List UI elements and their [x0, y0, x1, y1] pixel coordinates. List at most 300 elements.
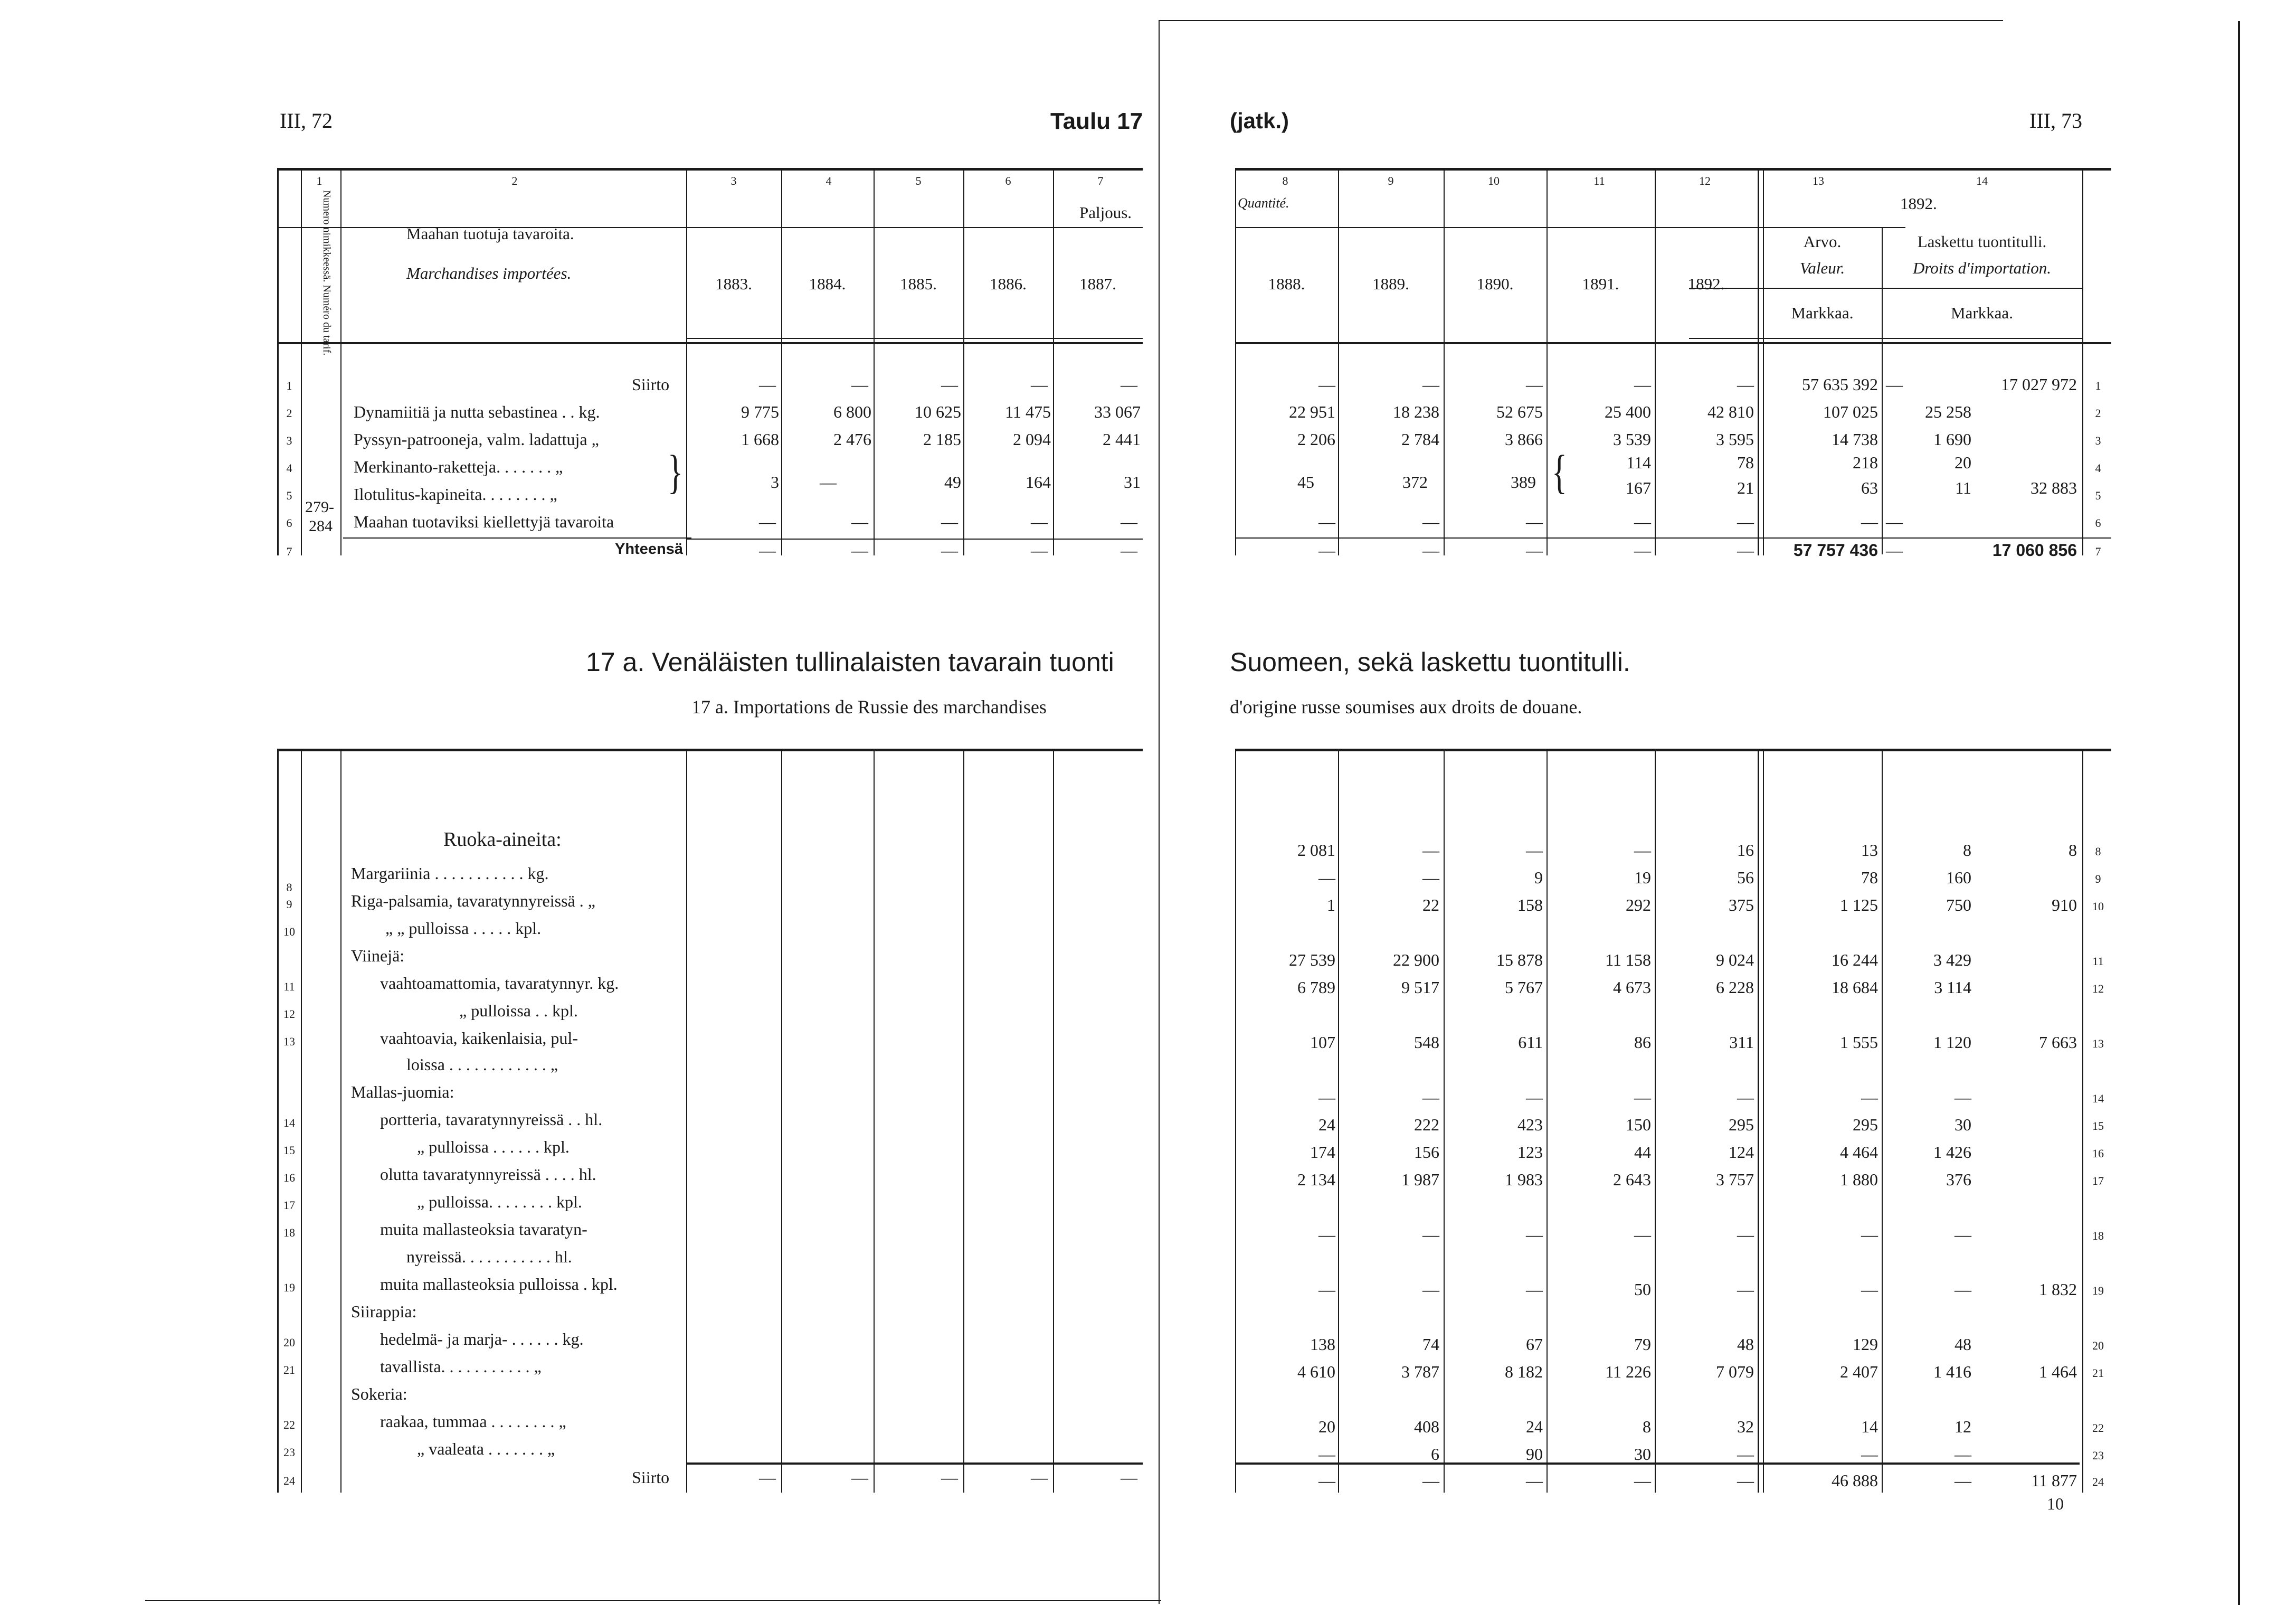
row-number: 5: [2095, 489, 2101, 502]
row-value: —: [1886, 375, 1903, 394]
row-number: 3: [286, 434, 292, 447]
row-value: —: [1861, 1088, 1878, 1107]
row-number: 1: [286, 379, 292, 392]
row-value: —: [1886, 512, 1903, 531]
row-label: Viinejä:: [351, 946, 405, 965]
braced-value: 45: [1297, 473, 1314, 492]
row-value: 22 900: [1393, 950, 1439, 969]
row-number: 24: [283, 1474, 295, 1487]
year-header: 1886.: [990, 275, 1027, 293]
row-value: —: [1737, 1280, 1754, 1299]
row-value: 548: [1414, 1033, 1439, 1052]
section-title-right: Suomeen, sekä laskettu tuontitulli.: [1230, 647, 1630, 677]
spine: [1159, 20, 1160, 1604]
row-number: 9: [286, 898, 292, 911]
row-label: Siirto: [632, 375, 670, 394]
row-value: —: [1526, 512, 1543, 531]
row-value: 1 555: [1840, 1033, 1878, 1052]
row-value: —: [1422, 541, 1439, 560]
col-number: 4: [826, 174, 832, 187]
row-value: 1 690: [1933, 430, 1971, 449]
row-value: 4 673: [1613, 978, 1651, 997]
row-value: 18 684: [1832, 978, 1878, 997]
row-number: 19: [2092, 1284, 2104, 1297]
row-value: —: [1861, 1280, 1878, 1299]
row-value: 57 757 436: [1793, 541, 1878, 560]
row-number: 13: [283, 1035, 295, 1048]
row-value: —: [941, 541, 958, 560]
row-value: 44: [1634, 1143, 1651, 1162]
row-number: 8: [286, 881, 292, 894]
row-value: —: [1121, 512, 1137, 531]
row-number: 16: [283, 1171, 295, 1184]
col-number: 12: [1699, 174, 1711, 187]
brace: }: [668, 446, 683, 498]
row-value: —: [1737, 512, 1754, 531]
brace: {: [1552, 446, 1567, 498]
row-number: 2: [286, 407, 292, 420]
row-label: Dynamiitiä ja nutta sebastinea . . kg.: [354, 402, 600, 421]
row-value: —: [1955, 1225, 1971, 1244]
row-number: 15: [2092, 1119, 2104, 1133]
row-value: —: [1031, 375, 1048, 394]
row-value: 138: [1310, 1335, 1335, 1354]
row-value: 10 625: [915, 402, 961, 421]
row-value: 6 800: [833, 402, 871, 421]
row-label: Merkinanto-raketteja. . . . . . . „: [354, 457, 563, 476]
row-value: 56: [1737, 868, 1754, 887]
braced-value: 389: [1511, 473, 1536, 492]
row-value: 42 810: [1707, 402, 1754, 421]
row-number: 15: [283, 1144, 295, 1157]
row-value: —: [1318, 868, 1335, 887]
row-value: —: [759, 375, 776, 394]
row-label: muita mallasteoksia tavaratyn-: [380, 1220, 587, 1239]
row-value: 114: [1626, 453, 1651, 472]
year-header: 1883.: [715, 275, 752, 293]
row-label: Ilotulitus-kapineita. . . . . . . . „: [354, 485, 557, 504]
col-number: 5: [915, 174, 922, 187]
row-value: 22 951: [1289, 402, 1335, 421]
row-value: —: [1526, 1280, 1543, 1299]
year-header: 1885.: [900, 275, 937, 293]
row-value: 3 429: [1933, 950, 1971, 969]
row-number: 8: [2095, 845, 2101, 858]
row-value: 90: [1526, 1445, 1543, 1464]
row-value: 292: [1626, 895, 1651, 914]
row-value: 8: [1963, 841, 1971, 860]
row-number: 13: [2092, 1037, 2104, 1050]
row-value: 27 539: [1289, 950, 1335, 969]
row-value: 74: [1422, 1335, 1439, 1354]
section-title-left: 17 a. Venäläisten tullinalaisten tavarain tuonti: [586, 647, 1114, 677]
year-header: 1892.: [1687, 275, 1725, 293]
currency-label: Markkaa.: [1791, 304, 1854, 322]
row-value: 11 475: [1005, 402, 1051, 421]
row-value: —: [1422, 1471, 1439, 1490]
row-value: 2 407: [1840, 1362, 1878, 1381]
row-number: 11: [283, 980, 295, 993]
row-number: 23: [2092, 1449, 2104, 1462]
row-value: 376: [1946, 1170, 1971, 1189]
row-value: —: [1737, 541, 1754, 560]
row-value: 24: [1526, 1417, 1543, 1436]
col-number: 13: [1813, 174, 1824, 187]
row-value: 24: [1318, 1115, 1335, 1134]
row-value: 3 595: [1716, 430, 1754, 449]
row-value: 22: [1422, 895, 1439, 914]
duty-label: Laskettu tuontitulli.: [1917, 232, 2047, 251]
row-value: 2 643: [1613, 1170, 1651, 1189]
row-number: 17: [283, 1199, 295, 1212]
row-value: 12: [1955, 1417, 1971, 1436]
row-label: Siirto: [632, 1468, 670, 1487]
row-value: 2 476: [833, 430, 871, 449]
row-value: 9 517: [1401, 978, 1439, 997]
row-number: 2: [2095, 407, 2101, 420]
row-value: 910: [2052, 895, 2077, 914]
row-value: 9 775: [741, 402, 779, 421]
row-number: 10: [2092, 900, 2104, 913]
row-value: 25 400: [1605, 402, 1651, 421]
row-value: —: [1526, 375, 1543, 394]
row-value: —: [1318, 375, 1335, 394]
row-value: 1 464: [2039, 1362, 2077, 1381]
row-label: Riga-palsamia, tavaratynnyreissä . „: [351, 891, 595, 910]
row-value: 11: [1955, 478, 1971, 497]
year-header: 1890.: [1476, 275, 1514, 293]
year-header: 1889.: [1372, 275, 1409, 293]
row-value: 295: [1853, 1115, 1878, 1134]
row-value: —: [851, 541, 868, 560]
row-value: 32: [1737, 1417, 1754, 1436]
row-value: —: [1634, 1088, 1651, 1107]
row-value: 2 134: [1297, 1170, 1335, 1189]
row-value: 6 789: [1297, 978, 1335, 997]
row-value: 16 244: [1832, 950, 1878, 969]
col-number: 1: [316, 174, 322, 187]
row-value: 222: [1414, 1115, 1439, 1134]
row-value: 611: [1518, 1033, 1543, 1052]
row-label: raakaa, tummaa . . . . . . . . „: [380, 1412, 566, 1431]
row-value: 8: [1643, 1417, 1651, 1436]
row-value: 32 883: [2031, 478, 2077, 497]
row-number: 4: [286, 461, 292, 475]
row-number: 18: [283, 1226, 295, 1239]
year-header: 1887.: [1079, 275, 1116, 293]
row-value: —: [1526, 541, 1543, 560]
col-number: 3: [730, 174, 737, 187]
row-value: —: [1634, 375, 1651, 394]
row-value: 25 258: [1925, 402, 1971, 421]
row-value: —: [941, 1468, 958, 1487]
row-value: 1 880: [1840, 1170, 1878, 1189]
braced-value: 31: [1124, 473, 1141, 492]
quantity-label: Paljous.: [1079, 203, 1132, 222]
row-number: 17: [2092, 1174, 2104, 1187]
row-value: —: [1121, 541, 1137, 560]
row-label: „ „ pulloissa . . . . . kpl.: [385, 919, 542, 938]
row-value: 1 983: [1505, 1170, 1543, 1189]
footnote-value: 10: [2047, 1494, 2064, 1513]
col-number: 7: [1097, 174, 1104, 187]
row-number: 12: [283, 1007, 295, 1021]
row-label: „ pulloissa. . . . . . . . kpl.: [417, 1192, 582, 1211]
row-value: 1 668: [741, 430, 779, 449]
row-value: 11 226: [1605, 1362, 1651, 1381]
braced-value: 372: [1402, 473, 1428, 492]
goods-label-fr: Marchandises importées.: [406, 264, 572, 282]
row-number: 22: [283, 1418, 295, 1431]
row-value: —: [759, 1468, 776, 1487]
row-value: —: [1634, 1471, 1651, 1490]
row-number: 12: [2092, 982, 2104, 995]
page-number-right: III, 73: [2029, 109, 2082, 133]
row-value: 30: [1955, 1115, 1971, 1134]
row-label: muita mallasteoksia pulloissa . kpl.: [380, 1275, 618, 1294]
row-value: 20: [1955, 453, 1971, 472]
row-value: 21: [1737, 478, 1754, 497]
row-value: —: [759, 512, 776, 531]
row-value: —: [1422, 1088, 1439, 1107]
tariff-number-label: Numero nimikkeessä. Numéro du tarif.: [321, 190, 333, 356]
row-value: 63: [1861, 478, 1878, 497]
row-label: loissa . . . . . . . . . . . . „: [406, 1055, 558, 1074]
row-label: Mallas-juomia:: [351, 1082, 454, 1101]
row-value: 160: [1946, 868, 1971, 887]
row-value: 750: [1946, 895, 1971, 914]
row-value: —: [1526, 1225, 1543, 1244]
header-continued: (jatk.): [1230, 108, 1289, 133]
row-value: —: [1031, 1468, 1048, 1487]
row-value: —: [1318, 1280, 1335, 1299]
group-heading: Ruoka-aineita:: [443, 828, 562, 851]
row-value: —: [1318, 1445, 1335, 1464]
row-value: —: [1737, 375, 1754, 394]
row-value: 2 784: [1401, 430, 1439, 449]
row-value: —: [1861, 1225, 1878, 1244]
row-value: —: [941, 375, 958, 394]
row-value: 11 877: [2031, 1471, 2077, 1490]
row-value: 311: [1729, 1033, 1754, 1052]
tariff-ref: 279-: [305, 498, 334, 516]
row-value: —: [1318, 1225, 1335, 1244]
row-value: 4 610: [1297, 1362, 1335, 1381]
year-1892-label: 1892.: [1900, 194, 1937, 213]
row-value: 7 663: [2039, 1033, 2077, 1052]
col-number: 8: [1282, 174, 1288, 187]
row-value: 17 027 972: [2001, 375, 2077, 394]
row-number: 14: [2092, 1092, 2104, 1105]
row-number: 21: [283, 1363, 295, 1376]
row-value: 20: [1318, 1417, 1335, 1436]
row-value: 46 888: [1832, 1471, 1878, 1490]
row-value: —: [759, 541, 776, 560]
section-subtitle-right: d'origine russe soumises aux droits de douane.: [1230, 696, 1582, 718]
row-number: 3: [2095, 434, 2101, 447]
value-label: Arvo.: [1803, 232, 1842, 251]
col-number: 2: [511, 174, 518, 187]
row-number: 20: [283, 1336, 295, 1349]
row-value: —: [1634, 1225, 1651, 1244]
row-value: 3 539: [1613, 430, 1651, 449]
page-number-left: III, 72: [280, 109, 333, 133]
row-value: 156: [1414, 1143, 1439, 1162]
col-number: 11: [1593, 174, 1605, 187]
row-value: 19: [1634, 868, 1651, 887]
row-value: 79: [1634, 1335, 1651, 1354]
row-number: 7: [2095, 545, 2101, 558]
row-label: olutta tavaratynnyreissä . . . . hl.: [380, 1165, 596, 1184]
row-label: tavallista. . . . . . . . . . . „: [380, 1357, 542, 1376]
row-value: 4 464: [1840, 1143, 1878, 1162]
row-number: 11: [2092, 955, 2104, 968]
row-value: —: [1318, 1088, 1335, 1107]
row-value: 218: [1853, 453, 1878, 472]
row-label: Maahan tuotaviksi kiellettyjä tavaroita: [354, 512, 614, 531]
row-value: 2 081: [1297, 841, 1335, 860]
row-value: 1 125: [1840, 895, 1878, 914]
row-value: 124: [1729, 1143, 1754, 1162]
braced-value: 164: [1026, 473, 1051, 492]
row-value: 78: [1861, 868, 1878, 887]
year-header: 1884.: [809, 275, 846, 293]
row-value: 1: [1327, 895, 1335, 914]
row-value: —: [941, 512, 958, 531]
row-value: —: [1634, 541, 1651, 560]
row-number: 16: [2092, 1147, 2104, 1160]
row-value: 158: [1517, 895, 1543, 914]
row-number: 23: [283, 1446, 295, 1459]
row-label: Sokeria:: [351, 1384, 407, 1403]
row-value: 50: [1634, 1280, 1651, 1299]
row-number: 6: [286, 516, 292, 530]
row-value: 174: [1310, 1143, 1335, 1162]
row-value: —: [1634, 841, 1651, 860]
row-value: 57 635 392: [1802, 375, 1878, 394]
row-value: 8: [2069, 841, 2077, 860]
row-value: 123: [1517, 1143, 1543, 1162]
row-number: 10: [283, 925, 295, 938]
col-number: 14: [1976, 174, 1988, 187]
row-value: 1 987: [1401, 1170, 1439, 1189]
year-header: 1891.: [1582, 275, 1619, 293]
row-value: 11 158: [1605, 950, 1651, 969]
quantity-label-fr: Quantité.: [1238, 195, 1289, 211]
row-value: 107 025: [1823, 402, 1878, 421]
row-number: 7: [286, 545, 292, 558]
row-value: —: [1121, 375, 1137, 394]
row-value: 7 079: [1716, 1362, 1754, 1381]
row-value: —: [1737, 1225, 1754, 1244]
row-value: 6: [1431, 1445, 1439, 1464]
row-value: 1 120: [1933, 1033, 1971, 1052]
row-number: 6: [2095, 516, 2101, 530]
row-value: 16: [1737, 841, 1754, 860]
goods-label: Maahan tuotuja tavaroita.: [406, 224, 574, 243]
row-value: —: [1955, 1280, 1971, 1299]
row-value: —: [851, 375, 868, 394]
row-number: 5: [286, 489, 292, 502]
row-value: 1 832: [2039, 1280, 2077, 1299]
col-number: 6: [1005, 174, 1011, 187]
row-label: Siirappia:: [351, 1302, 417, 1321]
row-number: 20: [2092, 1339, 2104, 1352]
value-label-fr: Valeur.: [1799, 259, 1845, 277]
row-value: 17 060 856: [1992, 541, 2077, 560]
row-value: —: [1318, 512, 1335, 531]
col-number: 10: [1488, 174, 1500, 187]
row-value: 2 094: [1013, 430, 1051, 449]
braced-value: 3: [771, 473, 779, 492]
row-value: 6 228: [1716, 978, 1754, 997]
row-label: „ pulloissa . . kpl.: [459, 1001, 578, 1020]
row-value: 167: [1626, 478, 1651, 497]
row-value: 33 067: [1094, 402, 1141, 421]
currency-label: Markkaa.: [1951, 304, 2013, 322]
row-value: 48: [1737, 1335, 1754, 1354]
row-number: 21: [2092, 1366, 2104, 1380]
row-value: —: [1031, 541, 1048, 560]
row-value: 5 767: [1505, 978, 1543, 997]
row-value: 14: [1861, 1417, 1878, 1436]
row-value: 1 426: [1933, 1143, 1971, 1162]
row-value: —: [1861, 512, 1878, 531]
row-value: —: [1737, 1471, 1754, 1490]
row-value: 52 675: [1496, 402, 1543, 421]
row-number: 1: [2095, 379, 2101, 392]
row-value: —: [1955, 1445, 1971, 1464]
row-value: 107: [1310, 1033, 1335, 1052]
row-value: 3 866: [1505, 430, 1543, 449]
row-value: 86: [1634, 1033, 1651, 1052]
tariff-ref: 284: [309, 517, 333, 535]
row-label: vaahtoavia, kaikenlaisia, pul-: [380, 1028, 578, 1048]
row-value: —: [1422, 841, 1439, 860]
row-number: 24: [2092, 1475, 2104, 1488]
row-value: 67: [1526, 1335, 1543, 1354]
row-value: —: [1121, 1468, 1137, 1487]
row-label: hedelmä- ja marja- . . . . . . kg.: [380, 1329, 584, 1348]
row-value: 9 024: [1716, 950, 1754, 969]
row-value: 423: [1517, 1115, 1543, 1134]
row-label: portteria, tavaratynnyreissä . . hl.: [380, 1110, 603, 1129]
row-value: —: [1422, 375, 1439, 394]
row-value: —: [1526, 1088, 1543, 1107]
row-value: 1 416: [1933, 1362, 1971, 1381]
row-value: —: [1031, 512, 1048, 531]
row-value: 3 757: [1716, 1170, 1754, 1189]
row-value: 2 441: [1103, 430, 1141, 449]
row-value: 129: [1853, 1335, 1878, 1354]
duty-label-fr: Droits d'importation.: [1912, 259, 2052, 277]
row-label: „ pulloissa . . . . . . kpl.: [417, 1137, 570, 1156]
row-value: 408: [1414, 1417, 1439, 1436]
row-label: Pyssyn-patrooneja, valm. ladattuja „: [354, 430, 599, 449]
row-value: —: [1955, 1471, 1971, 1490]
row-value: —: [1422, 1280, 1439, 1299]
row-number: 22: [2092, 1421, 2104, 1435]
row-label: vaahtoamattomia, tavaratynnyr. kg.: [380, 974, 619, 993]
page-edge: [2238, 21, 2240, 1605]
row-value: 8 182: [1505, 1362, 1543, 1381]
row-value: 15 878: [1496, 950, 1543, 969]
braced-value: 49: [944, 473, 961, 492]
row-label-total: Yhteensä: [615, 541, 683, 558]
row-label: nyreissä. . . . . . . . . . . hl.: [406, 1247, 572, 1266]
year-header: 1888.: [1268, 275, 1305, 293]
row-value: 3 787: [1401, 1362, 1439, 1381]
